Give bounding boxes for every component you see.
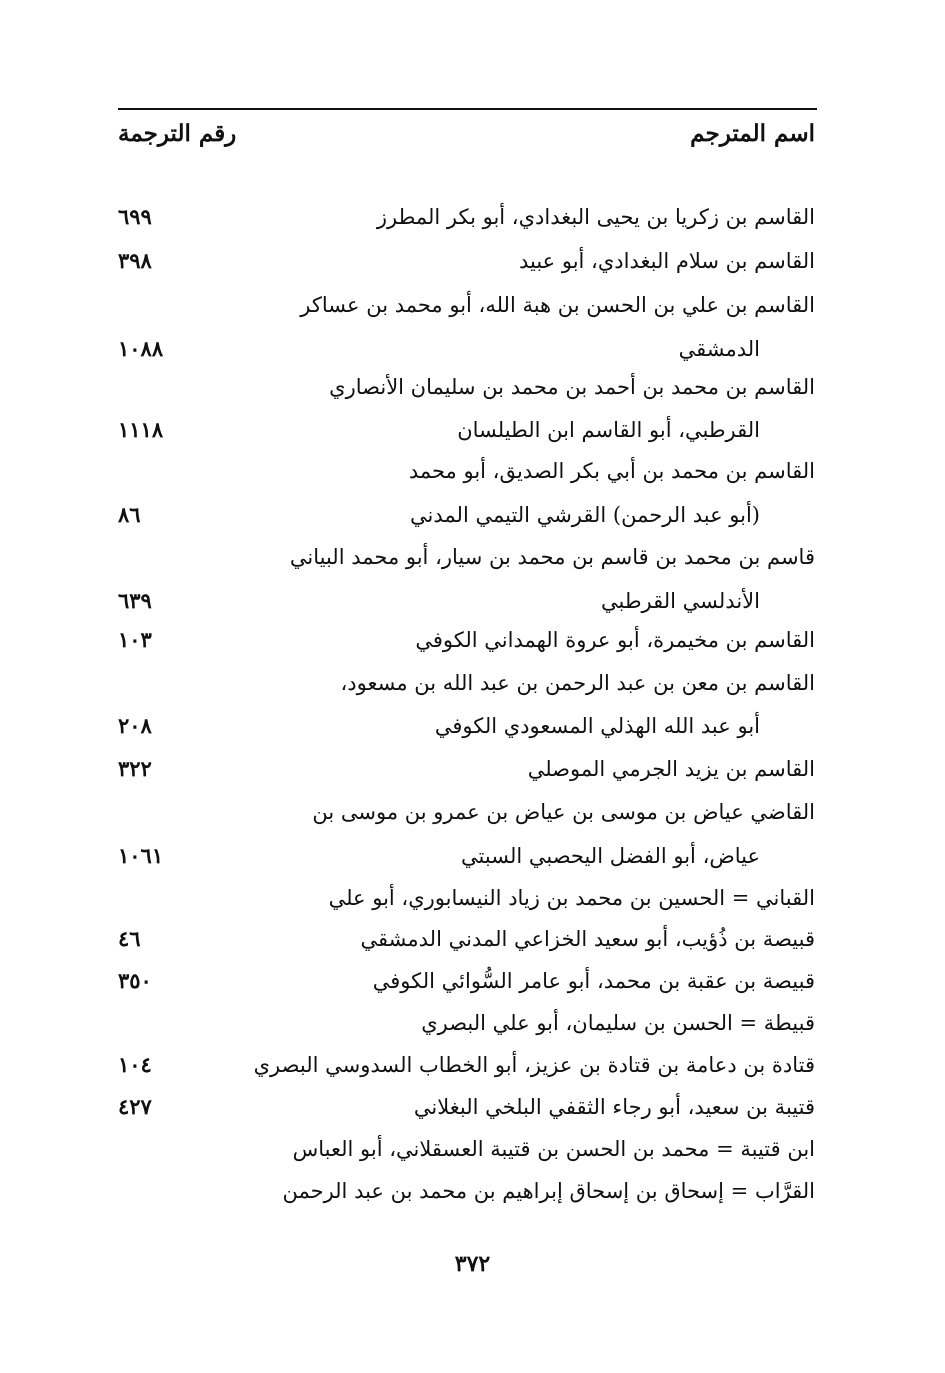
entry-line: الأندلسي القرطبي [601, 589, 760, 613]
page-number: ٣٧٢ [454, 1251, 491, 1277]
entry-number: ٨٦ [118, 502, 141, 527]
entry-line: قاسم بن محمد بن قاسم بن محمد بن سيار، أبو محمد البياني [289, 545, 815, 569]
entry-line: القاسم بن معن بن عبد الرحمن بن عبد الله بن مسعود، [340, 671, 815, 695]
entry-line: القاسم بن محمد بن أبي بكر الصديق، أبو محمد [408, 459, 815, 483]
entry-line: قتيبة بن سعيد، أبو رجاء الثقفي البلخي البغلاني [413, 1095, 815, 1119]
entry-line: أبو عبد الله الهذلي المسعودي الكوفي [434, 714, 760, 738]
entry-line: القاسم بن زكريا بن يحيى البغدادي، أبو بكر المطرز [376, 205, 815, 229]
entry-line: الدمشقي [678, 337, 760, 361]
entry-number: ٤٦ [118, 926, 141, 951]
entry-line: القاسم بن علي بن الحسن بن هبة الله، أبو محمد بن عساكر [300, 293, 815, 317]
entry-number: ٢٠٨ [118, 713, 152, 738]
entry-number: ٤٢٧ [118, 1094, 152, 1119]
entry-line: القاضي عياض بن موسى بن عياض بن عمرو بن موسى بن [312, 800, 815, 824]
entry-number: ٣٥٠ [118, 968, 152, 993]
entry-line: القرطبي، أبو القاسم ابن الطيلسان [457, 418, 760, 442]
entry-number: ١٠٣ [118, 627, 152, 652]
entry-line: ابن قتيبة = محمد بن الحسن بن قتيبة العسقلاني، أبو العباس [292, 1137, 815, 1161]
entry-number: ١١١٨ [118, 417, 164, 442]
entry-line: قبيصة بن ذُؤيب، أبو سعيد الخزاعي المدني الدمشقي [360, 927, 815, 951]
entry-number: ٦٩٩ [118, 204, 152, 229]
header-number-column: رقم الترجمة [118, 120, 237, 147]
entry-line: القاسم بن يزيد الجرمي الموصلي [527, 757, 815, 781]
entry-number: ٣٩٨ [118, 248, 152, 273]
header-rule [118, 108, 817, 110]
entry-number: ١٠٤ [118, 1052, 152, 1077]
entry-number: ١٠٦١ [118, 843, 164, 868]
header-name-column: اسم المترجم [690, 120, 815, 147]
entry-number: ٦٣٩ [118, 588, 152, 613]
entry-number: ٣٢٢ [118, 756, 152, 781]
entry-line: القاسم بن مخيمرة، أبو عروة الهمداني الكوفي [415, 628, 815, 652]
entry-line: (أبو عبد الرحمن) القرشي التيمي المدني [410, 503, 760, 527]
entry-number: ١٠٨٨ [118, 336, 164, 361]
entry-line: القباني = الحسين بن محمد بن زياد النيسابوري، أبو علي [328, 886, 815, 910]
entry-line: عياض، أبو الفضل اليحصبي السبتي [461, 844, 760, 868]
entry-line: قتادة بن دعامة بن قتادة بن عزيز، أبو الخطاب السدوسي البصري [253, 1053, 815, 1077]
entry-line: القرَّاب = إسحاق بن إسحاق إبراهيم بن محمد بن عبد الرحمن [282, 1179, 815, 1203]
entry-line: قبيصة بن عقبة بن محمد، أبو عامر السُّوائي الكوفي [372, 969, 815, 993]
entry-line: قبيطة = الحسن بن سليمان، أبو علي البصري [421, 1011, 815, 1035]
entry-line: القاسم بن محمد بن أحمد بن محمد بن سليمان الأنصاري [329, 375, 815, 399]
entry-line: القاسم بن سلام البغدادي، أبو عبيد [518, 249, 815, 273]
